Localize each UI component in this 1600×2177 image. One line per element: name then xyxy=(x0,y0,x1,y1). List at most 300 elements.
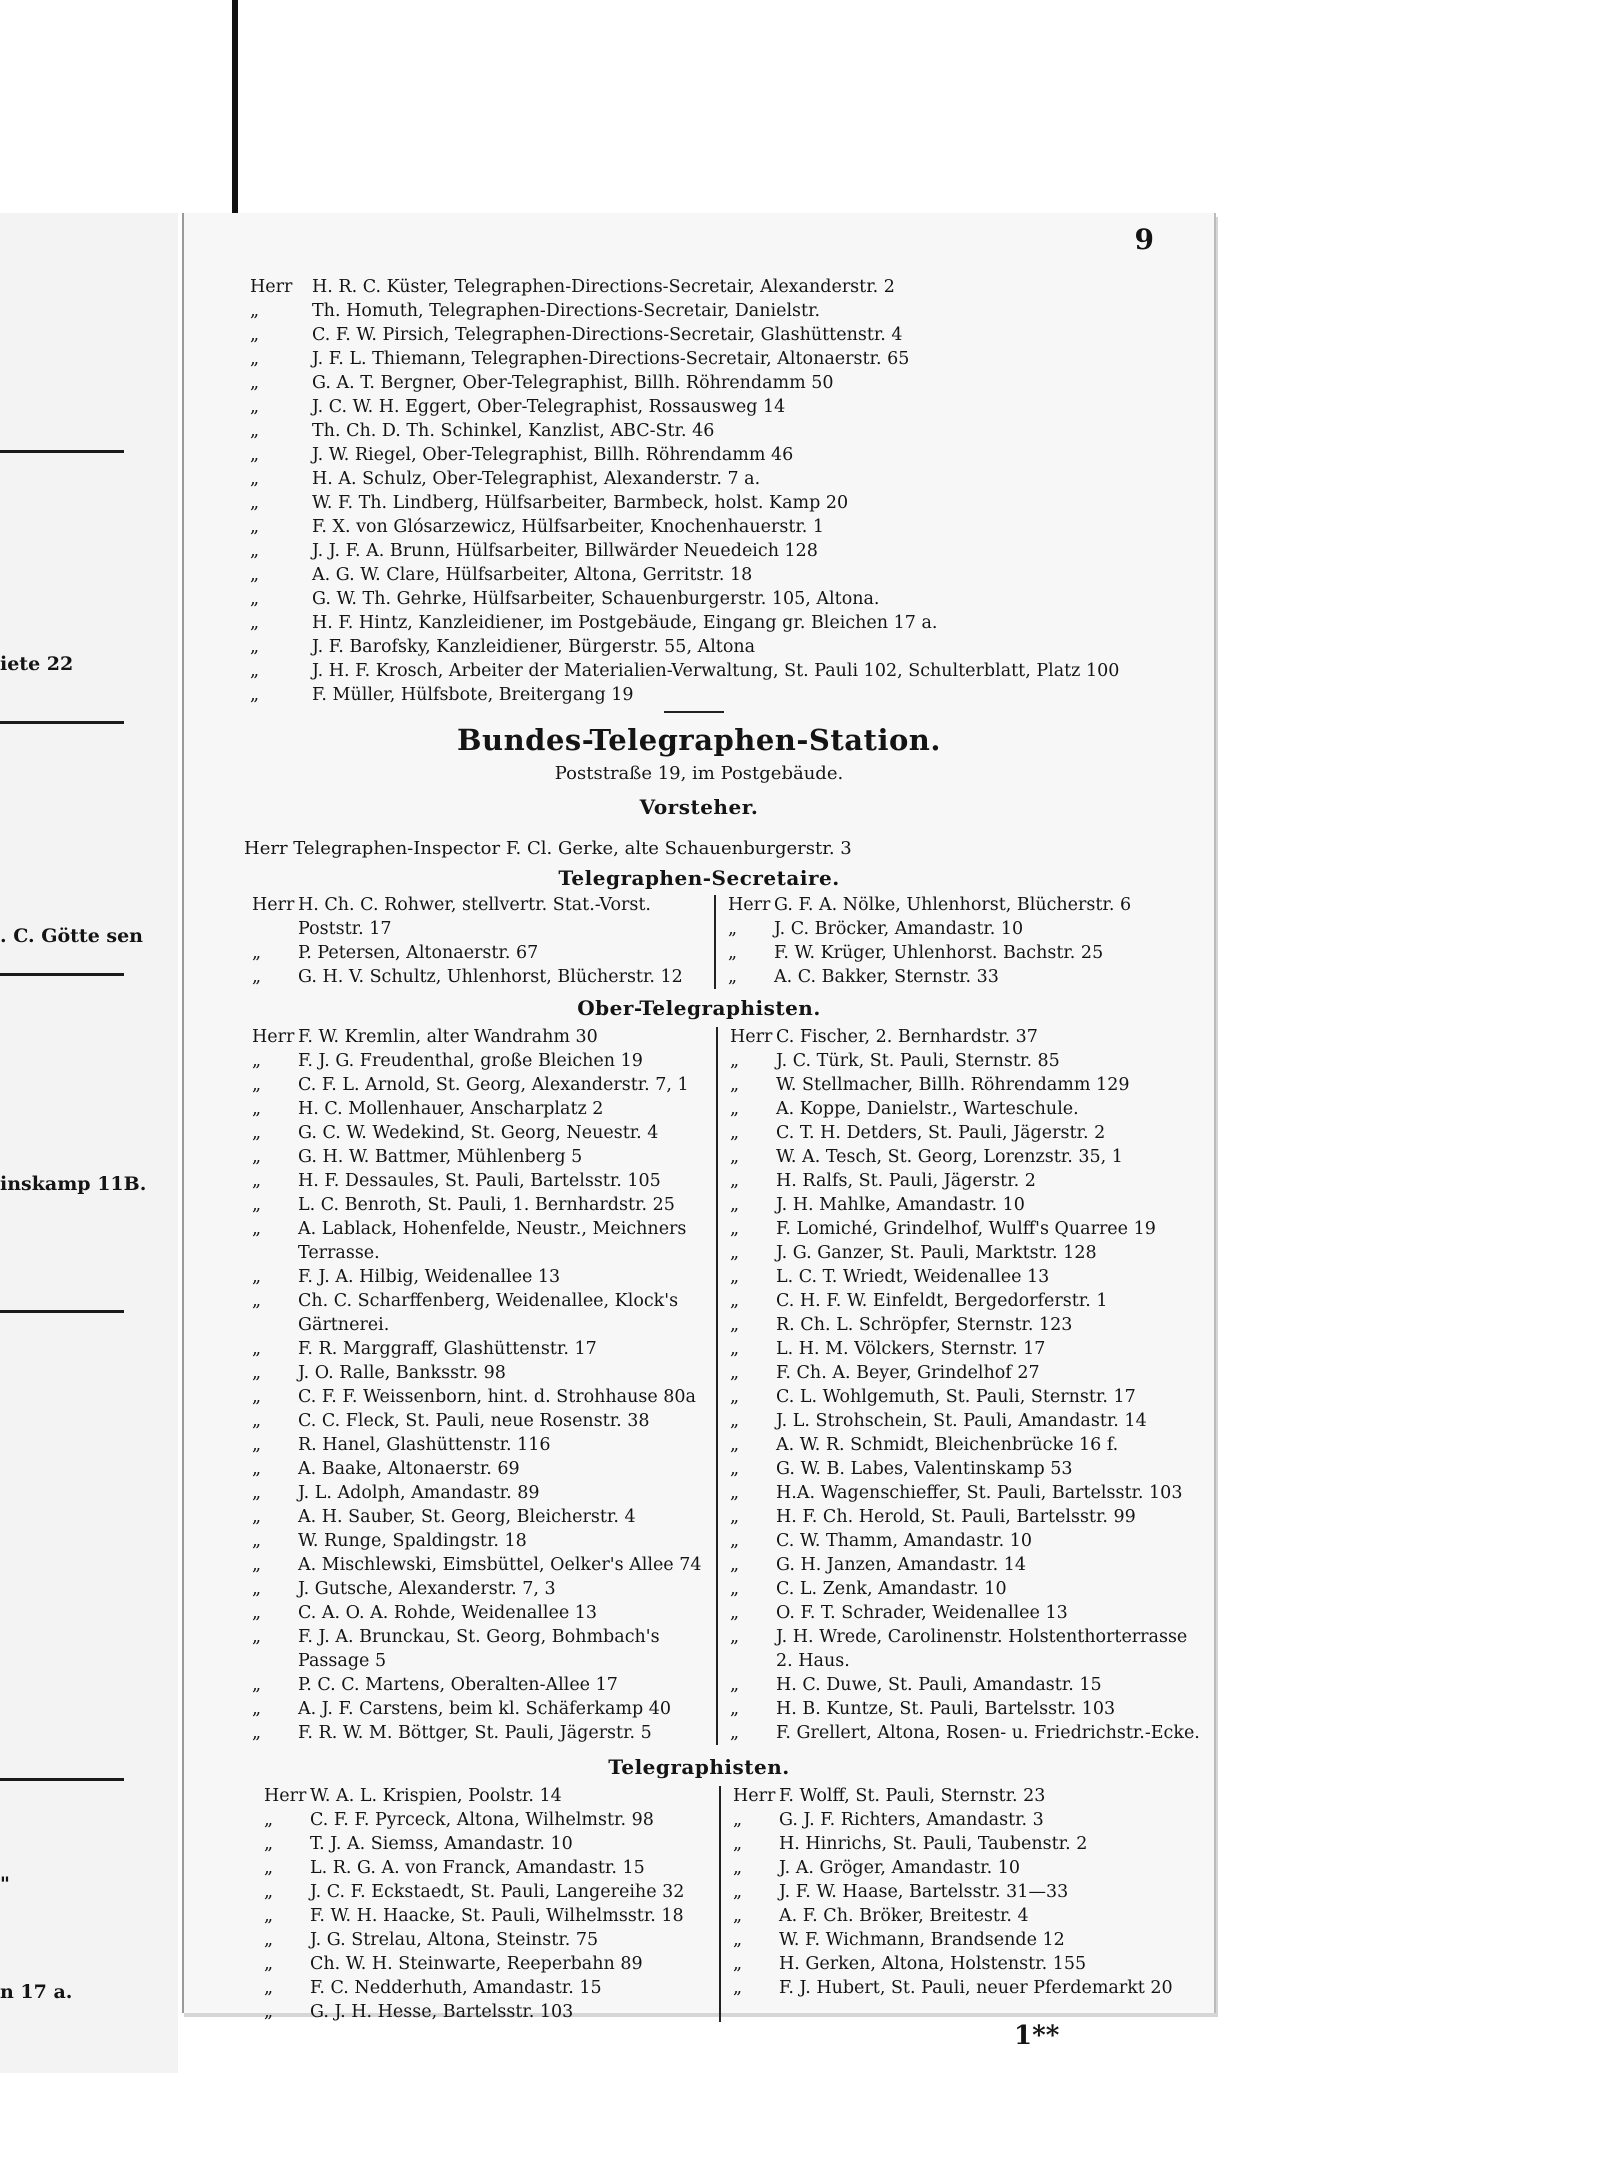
entry-prefix: „ xyxy=(730,1315,740,1335)
column-divider xyxy=(719,1786,721,2022)
entry-text: C. L. Zenk, Amandastr. 10 xyxy=(776,1579,1007,1599)
entry-prefix xyxy=(244,917,298,941)
entry-text: A. G. W. Clare, Hülfsarbeiter, Altona, Gerritstr. 18 xyxy=(312,565,753,585)
directory-entry xyxy=(244,1289,718,1313)
entry-text: G. H. V. Schultz, Uhlenhorst, Blücherstr. 12 xyxy=(298,967,683,987)
directory-entry xyxy=(244,1049,718,1073)
directory-entry xyxy=(725,1856,1195,1880)
entry-text: Th. Homuth, Telegraphen-Directions-Secretair, Danielstr. xyxy=(312,301,821,321)
entry-text: G. H. W. Battmer, Mühlenberg 5 xyxy=(298,1147,583,1167)
entry-text: W. A. Tesch, St. Georg, Lorenzstr. 35, 1 xyxy=(776,1147,1123,1167)
entry-text: Th. Ch. D. Th. Schinkel, Kanzlist, ABC-Str. 46 xyxy=(312,421,715,441)
entry-prefix: „ xyxy=(252,1483,262,1503)
entry-text: H. F. Ch. Herold, St. Pauli, Bartelsstr. 99 xyxy=(776,1507,1136,1527)
entry-text: W. Stellmacher, Billh. Röhrendamm 129 xyxy=(776,1075,1130,1095)
entry-text: G. J. H. Hesse, Bartelsstr. 103 xyxy=(310,2002,574,2022)
entry-prefix: „ xyxy=(250,301,260,321)
directory-entry xyxy=(244,941,718,965)
directory-entry xyxy=(244,1121,718,1145)
entry-prefix: „ xyxy=(250,661,260,681)
directory-entry xyxy=(244,1169,718,1193)
entry-prefix: Herr xyxy=(733,1786,776,1806)
entry-prefix: „ xyxy=(264,1834,274,1854)
directory-entry xyxy=(244,611,1194,635)
entry-prefix: „ xyxy=(252,967,262,987)
directory-entry xyxy=(244,1313,718,1337)
entry-prefix: „ xyxy=(252,1147,262,1167)
entry-prefix: „ xyxy=(250,325,260,345)
entry-prefix: „ xyxy=(730,1627,740,1647)
entry-prefix: „ xyxy=(252,1627,262,1647)
entry-prefix: „ xyxy=(730,1387,740,1407)
station-address: Poststraße 19, im Postgebäude. xyxy=(554,763,844,784)
entry-text: A. F. Ch. Bröker, Breitestr. 4 xyxy=(779,1906,1029,1926)
entry-prefix: „ xyxy=(730,1171,740,1191)
directory-entry xyxy=(256,1832,718,1856)
entry-prefix: „ xyxy=(730,1051,740,1071)
directory-entry xyxy=(256,1808,718,1832)
entry-text: H. Gerken, Altona, Holstenstr. 155 xyxy=(779,1954,1087,1974)
directory-entry xyxy=(725,1784,1195,1808)
entry-text: H. R. C. Küster, Telegraphen-Directions-Secretair, Alexanderstr. 2 xyxy=(312,277,895,297)
entry-text: R. Ch. L. Schröpfer, Sternstr. 123 xyxy=(776,1315,1073,1335)
entry-prefix: „ xyxy=(252,1387,262,1407)
entry-text: F. W. H. Haacke, St. Pauli, Wilhelmsstr. 18 xyxy=(310,1906,684,1926)
directory-entry xyxy=(244,917,718,941)
directory-entry xyxy=(722,1505,1200,1529)
directory-entry xyxy=(244,1457,718,1481)
entry-text: F. W. Kremlin, alter Wandrahm 30 xyxy=(298,1027,598,1047)
entry-prefix: „ xyxy=(728,967,738,987)
entry-text: Ch. W. H. Steinwarte, Reeperbahn 89 xyxy=(310,1954,643,1974)
entry-prefix: „ xyxy=(730,1555,740,1575)
directory-entry xyxy=(244,1673,718,1697)
entry-prefix: „ xyxy=(730,1459,740,1479)
entry-text: J. A. Gröger, Amandastr. 10 xyxy=(779,1858,1020,1878)
entry-text: C. T. H. Detders, St. Pauli, Jägerstr. 2 xyxy=(776,1123,1106,1143)
entry-text: Ch. C. Scharffenberg, Weidenallee, Klock's xyxy=(298,1291,679,1311)
left-rule xyxy=(0,1310,124,1313)
signature-mark: 1** xyxy=(1014,2021,1060,2051)
entry-text: L. C. T. Wriedt, Weidenallee 13 xyxy=(776,1267,1050,1287)
directory-entry xyxy=(722,1553,1200,1577)
entry-text: J. F. W. Haase, Bartelsstr. 31—33 xyxy=(779,1882,1069,1902)
directory-entry xyxy=(722,1241,1200,1265)
entry-text: A. Mischlewski, Eimsbüttel, Oelker's Allee 74 xyxy=(298,1555,702,1575)
entry-prefix: „ xyxy=(252,1267,262,1287)
entry-text: W. Runge, Spaldingstr. 18 xyxy=(298,1531,527,1551)
entry-prefix: „ xyxy=(252,1099,262,1119)
entry-prefix: „ xyxy=(733,1978,743,1998)
entry-prefix: „ xyxy=(730,1099,740,1119)
entry-text: F. Müller, Hülfsbote, Breitergang 19 xyxy=(312,685,634,705)
left-text-fragment: inskamp 11B. xyxy=(0,1173,147,1195)
directory-entry xyxy=(256,1976,718,2000)
directory-entry xyxy=(244,1217,718,1241)
entry-text: F. R. Marggraff, Glashüttenstr. 17 xyxy=(298,1339,597,1359)
entry-text: J. F. Barofsky, Kanzleidiener, Bürgerstr. 55, Altona xyxy=(312,637,756,657)
entry-text: G. J. F. Richters, Amandastr. 3 xyxy=(779,1810,1044,1830)
directory-entry xyxy=(244,1385,718,1409)
directory-entry xyxy=(256,1856,718,1880)
directory-entry xyxy=(244,1649,718,1673)
directory-entry xyxy=(244,515,1194,539)
directory-entry xyxy=(256,1904,718,1928)
entry-text: J. C. F. Eckstaedt, St. Pauli, Langereihe 32 xyxy=(310,1882,685,1902)
entry-prefix: „ xyxy=(252,1339,262,1359)
directory-entry xyxy=(722,1121,1200,1145)
entry-prefix: „ xyxy=(264,1954,274,1974)
left-rule xyxy=(0,721,124,724)
directory-entry xyxy=(722,1481,1200,1505)
entry-text: C. W. Thamm, Amandastr. 10 xyxy=(776,1531,1033,1551)
entry-prefix: „ xyxy=(733,1930,743,1950)
directory-entry xyxy=(256,1952,718,1976)
secretaire-left-column xyxy=(244,893,718,989)
directory-entry xyxy=(725,1928,1195,1952)
entry-prefix: „ xyxy=(252,943,262,963)
entry-text: J. C. Bröcker, Amandastr. 10 xyxy=(774,919,1024,939)
entry-text: J. G. Ganzer, St. Pauli, Marktstr. 128 xyxy=(776,1243,1097,1263)
entry-prefix: „ xyxy=(250,565,260,585)
entry-text: H. F. Dessaules, St. Pauli, Bartelsstr. 105 xyxy=(298,1171,661,1191)
entry-text: G. W. Th. Gehrke, Hülfsarbeiter, Schauenburgerstr. 105, Altona. xyxy=(312,589,880,609)
directory-entry xyxy=(244,1097,718,1121)
entry-prefix: „ xyxy=(252,1195,262,1215)
entry-prefix: Herr xyxy=(252,1027,295,1047)
entry-prefix: „ xyxy=(252,1459,262,1479)
directory-entry xyxy=(722,1721,1200,1745)
directory-entry xyxy=(244,443,1194,467)
entry-text: J. O. Ralle, Banksstr. 98 xyxy=(298,1363,506,1383)
directory-entry xyxy=(244,539,1194,563)
directory-entry xyxy=(720,893,1190,917)
entry-text: Passage 5 xyxy=(298,1651,387,1671)
directory-entry xyxy=(244,893,718,917)
entry-text: A. W. R. Schmidt, Bleichenbrücke 16 f. xyxy=(776,1435,1119,1455)
entry-prefix: „ xyxy=(252,1291,262,1311)
entry-text: F. Lomiché, Grindelhof, Wulff's Quarree 19 xyxy=(776,1219,1156,1239)
directory-entry xyxy=(722,1361,1200,1385)
directory-entry xyxy=(722,1673,1200,1697)
entry-prefix: „ xyxy=(250,637,260,657)
directory-entry xyxy=(244,491,1194,515)
entry-prefix: „ xyxy=(730,1603,740,1623)
entry-prefix: „ xyxy=(730,1243,740,1263)
entry-prefix: „ xyxy=(730,1675,740,1695)
directory-entry xyxy=(725,1808,1195,1832)
directory-entry xyxy=(244,1433,718,1457)
entry-prefix: „ xyxy=(264,1930,274,1950)
directory-entry xyxy=(720,941,1190,965)
directory-entry xyxy=(722,1697,1200,1721)
entry-text: J. L. Strohschein, St. Pauli, Amandastr. 14 xyxy=(776,1411,1147,1431)
entry-prefix: „ xyxy=(252,1123,262,1143)
entry-text: G. A. T. Bergner, Ober-Telegraphist, Billh. Röhrendamm 50 xyxy=(312,373,834,393)
entry-text: F. Ch. A. Beyer, Grindelhof 27 xyxy=(776,1363,1040,1383)
entry-text: J. H. Mahlke, Amandastr. 10 xyxy=(776,1195,1025,1215)
entry-prefix xyxy=(244,1313,298,1337)
directory-entry xyxy=(722,1217,1200,1241)
directory-entry xyxy=(244,1601,718,1625)
entry-text: J. Gutsche, Alexanderstr. 7, 3 xyxy=(298,1579,556,1599)
entry-prefix: „ xyxy=(252,1579,262,1599)
directory-entry xyxy=(256,1880,718,1904)
entry-prefix: „ xyxy=(252,1603,262,1623)
entry-prefix: „ xyxy=(252,1411,262,1431)
directory-entry xyxy=(725,1832,1195,1856)
directory-entry xyxy=(244,467,1194,491)
entry-prefix: „ xyxy=(730,1699,740,1719)
entry-prefix: „ xyxy=(730,1411,740,1431)
entry-prefix: „ xyxy=(252,1723,262,1743)
directory-entry xyxy=(722,1649,1200,1673)
entry-prefix: „ xyxy=(252,1435,262,1455)
secretaire-right-column xyxy=(720,893,1190,989)
directory-entry xyxy=(722,1529,1200,1553)
ober-right-column xyxy=(722,1025,1200,1745)
directory-entry xyxy=(244,1337,718,1361)
entry-prefix: „ xyxy=(733,1906,743,1926)
ober-left-column xyxy=(244,1025,718,1745)
telegraphisten-left-column xyxy=(256,1784,718,2024)
directory-entry xyxy=(722,1601,1200,1625)
entry-prefix: „ xyxy=(730,1435,740,1455)
entry-prefix: „ xyxy=(728,919,738,939)
directory-entry xyxy=(244,683,1194,707)
directory-entry xyxy=(244,1145,718,1169)
entry-text: F. W. Krüger, Uhlenhorst. Bachstr. 25 xyxy=(774,943,1104,963)
entry-text: F. R. W. M. Böttger, St. Pauli, Jägerstr. 5 xyxy=(298,1723,652,1743)
entry-text: H. C. Mollenhauer, Anscharplatz 2 xyxy=(298,1099,604,1119)
entry-text: A. H. Sauber, St. Georg, Bleicherstr. 4 xyxy=(298,1507,636,1527)
entry-prefix: „ xyxy=(252,1171,262,1191)
entry-text: G. C. W. Wedekind, St. Georg, Neuestr. 4 xyxy=(298,1123,659,1143)
entry-prefix: „ xyxy=(730,1075,740,1095)
directory-entry xyxy=(244,1481,718,1505)
entry-prefix: Herr xyxy=(252,895,295,915)
heading-secretaire: Telegraphen-Secretaire. xyxy=(558,866,840,890)
entry-prefix: „ xyxy=(730,1483,740,1503)
entry-text: L. H. M. Völckers, Sternstr. 17 xyxy=(776,1339,1046,1359)
entry-text: J. C. W. H. Eggert, Ober-Telegraphist, Rossausweg 14 xyxy=(312,397,786,417)
entry-text: C. C. Fleck, St. Pauli, neue Rosenstr. 38 xyxy=(298,1411,650,1431)
directory-entry xyxy=(244,1553,718,1577)
page-number: 9 xyxy=(1134,223,1154,256)
entry-text: W. A. L. Krispien, Poolstr. 14 xyxy=(310,1786,562,1806)
entry-text: Terrasse. xyxy=(298,1243,380,1263)
directory-entry xyxy=(722,1169,1200,1193)
heading-vorsteher: Vorsteher. xyxy=(639,795,759,819)
entry-prefix: „ xyxy=(733,1834,743,1854)
entry-prefix: „ xyxy=(264,2002,274,2022)
entry-text: W. F. Th. Lindberg, Hülfsarbeiter, Barmbeck, holst. Kamp 20 xyxy=(312,493,849,513)
entry-text: Gärtnerei. xyxy=(298,1315,390,1335)
entry-prefix: „ xyxy=(264,1810,274,1830)
entry-text: A. Baake, Altonaerstr. 69 xyxy=(298,1459,520,1479)
column-divider xyxy=(714,895,716,989)
entry-text: H. C. Duwe, St. Pauli, Amandastr. 15 xyxy=(776,1675,1102,1695)
directory-entry xyxy=(725,1952,1195,1976)
entry-prefix: „ xyxy=(733,1810,743,1830)
directory-entry xyxy=(244,1025,718,1049)
entry-text: J. W. Riegel, Ober-Telegraphist, Billh. Röhrendamm 46 xyxy=(312,445,794,465)
entry-text: G. F. A. Nölke, Uhlenhorst, Blücherstr. 6 xyxy=(774,895,1132,915)
entry-prefix: „ xyxy=(730,1507,740,1527)
top-entry-list xyxy=(244,275,1194,707)
left-page-fragment xyxy=(0,213,178,2073)
entry-text: 2. Haus. xyxy=(776,1651,850,1671)
entry-text: G. W. B. Labes, Valentinskamp 53 xyxy=(776,1459,1073,1479)
entry-prefix: „ xyxy=(730,1267,740,1287)
entry-prefix: „ xyxy=(733,1882,743,1902)
entry-prefix: „ xyxy=(252,1051,262,1071)
entry-text: F. J. A. Hilbig, Weidenallee 13 xyxy=(298,1267,561,1287)
entry-prefix: „ xyxy=(250,445,260,465)
entry-prefix: „ xyxy=(264,1858,274,1878)
entry-text: W. F. Wichmann, Brandsende 12 xyxy=(779,1930,1065,1950)
entry-text: J. G. Strelau, Altona, Steinstr. 75 xyxy=(310,1930,599,1950)
entry-text: F. J. A. Brunckau, St. Georg, Bohmbach's xyxy=(298,1627,660,1647)
left-text-fragment: iete 22 xyxy=(0,653,74,675)
directory-entry xyxy=(244,1409,718,1433)
entry-text: H. Hinrichs, St. Pauli, Taubenstr. 2 xyxy=(779,1834,1088,1854)
directory-entry xyxy=(244,275,1194,299)
entry-text: H. Ralfs, St. Pauli, Jägerstr. 2 xyxy=(776,1171,1036,1191)
entry-text: H. B. Kuntze, St. Pauli, Bartelsstr. 103 xyxy=(776,1699,1116,1719)
entry-text: P. C. C. Martens, Oberalten-Allee 17 xyxy=(298,1675,618,1695)
section-rule xyxy=(664,711,724,713)
entry-text: C. F. W. Pirsich, Telegraphen-Directions-Secretair, Glashüttenstr. 4 xyxy=(312,325,903,345)
entry-prefix: „ xyxy=(250,589,260,609)
directory-entry xyxy=(722,1145,1200,1169)
directory-entry xyxy=(722,1457,1200,1481)
entry-prefix: „ xyxy=(733,1858,743,1878)
directory-entry xyxy=(722,1433,1200,1457)
entry-text: C. L. Wohlgemuth, St. Pauli, Sternstr. 17 xyxy=(776,1387,1136,1407)
entry-text: C. F. F. Pyrceck, Altona, Wilhelmstr. 98 xyxy=(310,1810,654,1830)
entry-text: A. C. Bakker, Sternstr. 33 xyxy=(774,967,999,987)
entry-prefix: „ xyxy=(252,1555,262,1575)
entry-text: C. H. F. W. Einfeldt, Bergedorferstr. 1 xyxy=(776,1291,1108,1311)
entry-prefix: „ xyxy=(250,421,260,441)
entry-text: F. X. von Glósarzewicz, Hülfsarbeiter, Knochenhauerstr. 1 xyxy=(312,517,825,537)
entry-text: F. J. G. Freudenthal, große Bleichen 19 xyxy=(298,1051,643,1071)
directory-entry xyxy=(244,323,1194,347)
directory-entry xyxy=(244,1361,718,1385)
column-divider xyxy=(716,1027,718,1745)
entry-prefix xyxy=(244,1649,298,1673)
entry-text: F. Wolff, St. Pauli, Sternstr. 23 xyxy=(779,1786,1046,1806)
directory-entry xyxy=(722,1073,1200,1097)
entry-text: Poststr. 17 xyxy=(298,919,392,939)
directory-entry xyxy=(725,1904,1195,1928)
station-title: Bundes-Telegraphen-Station. xyxy=(457,723,941,757)
entry-text: A. Koppe, Danielstr., Warteschule. xyxy=(776,1099,1079,1119)
entry-prefix: „ xyxy=(252,1699,262,1719)
left-rule xyxy=(0,1778,124,1781)
directory-entry xyxy=(244,1265,718,1289)
directory-entry xyxy=(720,965,1190,989)
left-rule xyxy=(0,450,124,453)
directory-entry xyxy=(722,1025,1200,1049)
directory-entry xyxy=(244,587,1194,611)
directory-entry xyxy=(722,1625,1200,1649)
entry-text: H. A. Schulz, Ober-Telegraphist, Alexanderstr. 7 a. xyxy=(312,469,761,489)
directory-entry xyxy=(256,1928,718,1952)
entry-prefix: „ xyxy=(728,943,738,963)
entry-prefix: „ xyxy=(730,1339,740,1359)
directory-entry xyxy=(244,1577,718,1601)
directory-entry xyxy=(722,1409,1200,1433)
entry-text: J. H. Wrede, Carolinenstr. Holstenthorterrasse xyxy=(776,1627,1188,1647)
directory-entry xyxy=(244,395,1194,419)
entry-prefix: Herr xyxy=(264,1786,307,1806)
directory-entry xyxy=(244,1241,718,1265)
entry-text: L. R. G. A. von Franck, Amandastr. 15 xyxy=(310,1858,645,1878)
scan-border xyxy=(232,0,238,218)
entry-prefix: „ xyxy=(730,1723,740,1743)
entry-text: J. L. Adolph, Amandastr. 89 xyxy=(298,1483,540,1503)
directory-entry xyxy=(720,917,1190,941)
heading-ober-telegraphisten: Ober-Telegraphisten. xyxy=(577,996,821,1020)
directory-entry xyxy=(722,1265,1200,1289)
entry-text: F. C. Nedderhuth, Amandastr. 15 xyxy=(310,1978,602,1998)
entry-prefix: „ xyxy=(250,517,260,537)
entry-prefix: „ xyxy=(250,493,260,513)
entry-prefix: „ xyxy=(250,541,260,561)
entry-text: C. A. O. A. Rohde, Weidenallee 13 xyxy=(298,1603,598,1623)
entry-prefix: Herr xyxy=(730,1027,773,1047)
directory-entry xyxy=(722,1385,1200,1409)
entry-prefix: „ xyxy=(250,613,260,633)
entry-prefix xyxy=(244,1241,298,1265)
directory-entry xyxy=(722,1577,1200,1601)
entry-prefix: „ xyxy=(250,349,260,369)
entry-text: R. Hanel, Glashüttenstr. 116 xyxy=(298,1435,551,1455)
entry-prefix: „ xyxy=(252,1675,262,1695)
entry-prefix: „ xyxy=(252,1531,262,1551)
directory-entry xyxy=(722,1289,1200,1313)
entry-prefix: „ xyxy=(730,1219,740,1239)
entry-text: H. Ch. C. Rohwer, stellvertr. Stat.-Vorst. xyxy=(298,895,651,915)
entry-text: A. Lablack, Hohenfelde, Neustr., Meichners xyxy=(298,1219,687,1239)
entry-text: J. H. F. Krosch, Arbeiter der Materialien-Verwaltung, St. Pauli 102, Schulterblatt, Platz 100 xyxy=(312,661,1120,681)
entry-prefix: „ xyxy=(730,1147,740,1167)
directory-entry xyxy=(256,2000,718,2024)
directory-entry xyxy=(244,563,1194,587)
directory-entry xyxy=(244,1073,718,1097)
left-text-fragment: . C. Götte sen xyxy=(0,925,144,947)
entry-prefix: „ xyxy=(264,1978,274,1998)
directory-entry xyxy=(722,1097,1200,1121)
entry-prefix xyxy=(722,1649,776,1673)
directory-entry xyxy=(244,1193,718,1217)
entry-text: A. J. F. Carstens, beim kl. Schäferkamp 40 xyxy=(298,1699,672,1719)
directory-entry xyxy=(244,347,1194,371)
entry-text: T. J. A. Siemss, Amandastr. 10 xyxy=(310,1834,573,1854)
entry-prefix: „ xyxy=(730,1291,740,1311)
directory-entry xyxy=(256,1784,718,1808)
heading-telegraphisten: Telegraphisten. xyxy=(608,1755,790,1779)
entry-text: O. F. T. Schrader, Weidenallee 13 xyxy=(776,1603,1068,1623)
left-rule xyxy=(0,973,124,976)
entry-text: J. C. Türk, St. Pauli, Sternstr. 85 xyxy=(776,1051,1060,1071)
directory-entry xyxy=(722,1193,1200,1217)
directory-entry xyxy=(725,1880,1195,1904)
entry-text: G. H. Janzen, Amandastr. 14 xyxy=(776,1555,1026,1575)
entry-prefix: „ xyxy=(252,1363,262,1383)
